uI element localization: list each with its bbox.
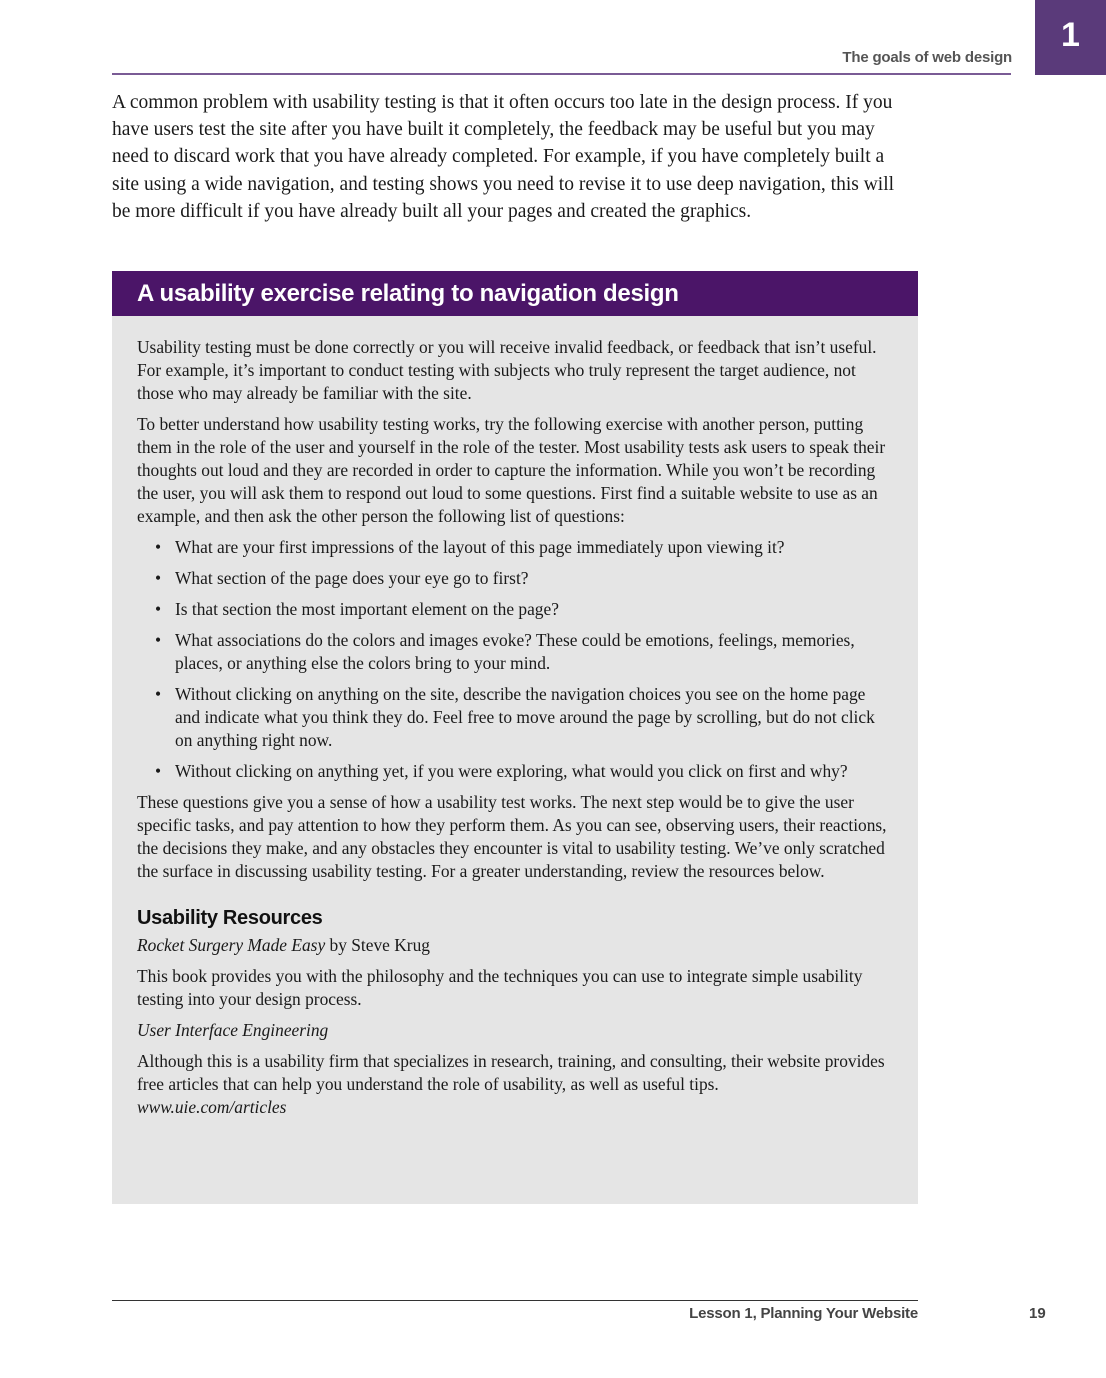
question-item <box>149 598 892 621</box>
exercise-paragraph: Usability testing must be done correctly or you will receive invalid feedback, or feedback that isn’t useful. For example, it’s important to conduct testing with subjects who truly represent the target audience, not those who may already be familiar with the site. <box>137 337 877 403</box>
intro-paragraph: A common problem with usability testing is that it often occurs too late in the design process. If you have users test the site after you have built it completely, the feedback may be useful but you may need to discard work that you have already completed. For example, if you have completely built a site using a wide navigation, and testing shows you need to revise it to use deep navigation, this will be more difficult if you have already built all your pages and created the graphics. <box>112 92 895 222</box>
exercise-sidebar <box>112 271 918 1204</box>
bullet-icon: • <box>155 761 162 781</box>
question-text: What are your first impressions of the layout of this page immediately upon viewing it? <box>175 537 785 557</box>
question-item <box>149 567 892 590</box>
exercise-paragraph: To better understand how usability testing works, try the following exercise with another person, putting them in the role of the user and yourself in the role of the tester. Most usability tests ask users to speak their thoughts out loud and they are recorded in order to capture the information. While you won’t be recording the user, you will ask them to respond out loud to some questions. First find a suitable website to use as an example, and then ask the other person the following list of questions: <box>137 414 886 526</box>
chapter-number: 1 <box>1061 16 1080 54</box>
firm-description: Although this is a usability firm that specializes in research, training, and consulting, their website provides free articles that can help you understand the role of usability, as well as useful tips. <box>137 1051 885 1094</box>
question-list <box>137 536 892 783</box>
question-item <box>149 629 892 675</box>
question-text: Without clicking on anything on the site, describe the navigation choices you see on the home page and indicate what you think they do. Feel free to move around the page by scrolling, but do not click on anything right now. <box>175 684 875 750</box>
resources-heading: Usability Resources <box>137 907 323 929</box>
bullet-icon: • <box>155 630 162 650</box>
question-text: Without clicking on anything yet, if you were exploring, what would you click on first and why? <box>175 761 848 781</box>
firm-name: User Interface Engineering <box>137 1020 329 1040</box>
chapter-tab <box>1035 0 1106 75</box>
bullet-icon: • <box>155 537 162 557</box>
question-item <box>149 536 892 559</box>
book-citation <box>137 934 892 957</box>
firm-url-link[interactable]: www.uie.com/articles <box>137 1097 287 1117</box>
exercise-body <box>112 316 918 1119</box>
question-item <box>149 683 892 752</box>
bullet-icon: • <box>155 599 162 619</box>
bullet-icon: • <box>155 568 162 588</box>
bullet-icon: • <box>155 684 162 704</box>
running-header-title: The goals of web design <box>842 49 1012 66</box>
footer-rule <box>112 1300 918 1301</box>
page-number: 19 <box>1029 1305 1046 1322</box>
question-text: Is that section the most important element on the page? <box>175 599 559 619</box>
book-author: by Steve Krug <box>325 935 430 955</box>
question-text: What associations do the colors and images evoke? These could be emotions, feelings, memories, places, or anything else the colors bring to your mind. <box>175 630 855 673</box>
book-description: This book provides you with the philosophy and the techniques you can use to integrate simple usability testing into your design process. <box>137 966 863 1009</box>
question-item <box>149 760 892 783</box>
book-title: Rocket Surgery Made Easy <box>137 935 326 955</box>
question-text: What section of the page does your eye go to first? <box>175 568 529 588</box>
footer-lesson-title: Lesson 1, Planning Your Website <box>689 1305 918 1322</box>
header-rule <box>112 73 1011 75</box>
closing-paragraph: These questions give you a sense of how a usability test works. The next step would be to give the user specific tasks, and pay attention to how they perform them. As you can see, observing users, their reactions, the decisions they make, and any obstacles they encounter is vital to usability testing. We’ve only scratched the surface in discussing usability testing. For a greater understanding, review the resources below. <box>137 792 887 881</box>
exercise-title: A usability exercise relating to navigation design <box>112 271 918 316</box>
